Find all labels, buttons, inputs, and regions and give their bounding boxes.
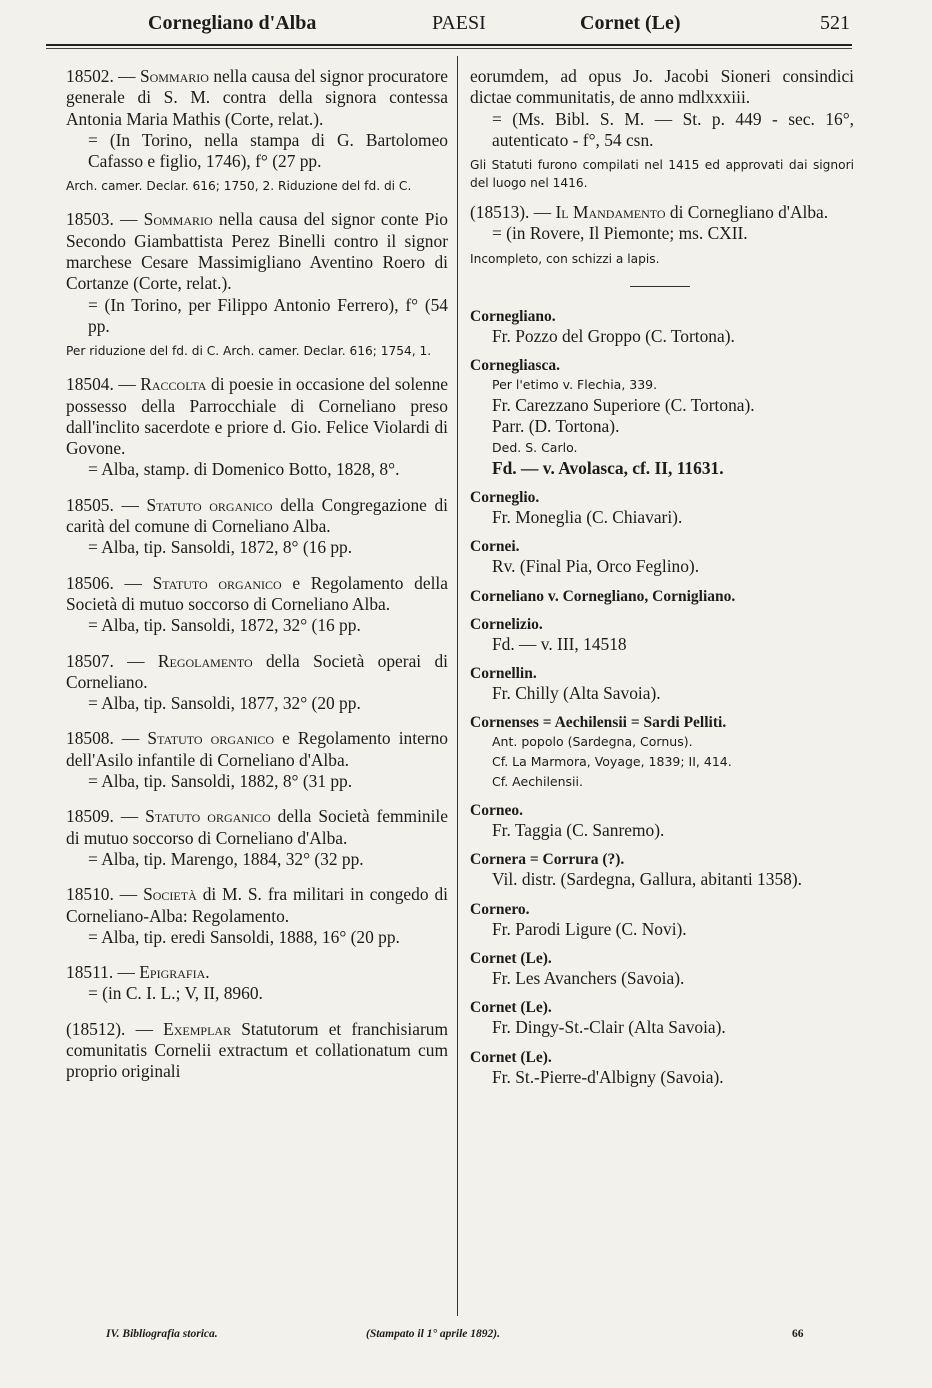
place-heading: Cornero.: [470, 900, 530, 918]
entry-imprint: = (In Torino, per Filippo Antonio Ferrero), f° (54 pp.: [88, 294, 448, 336]
place-note: Cf. La Marmora, Voyage, 1839; II, 414.: [492, 754, 732, 770]
place-line: Fr. Chilly (Alta Savoia).: [492, 682, 661, 703]
place-note: Per l'etimo v. Flechia, 339.: [492, 377, 658, 393]
entry-number: 18507.: [66, 650, 114, 671]
page-number: 521: [820, 12, 850, 34]
entry-imprint: = Alba, tip. Marengo, 1884, 32° (32 pp.: [88, 848, 364, 869]
entry-number: 18505.: [66, 494, 114, 515]
place-entry: [470, 900, 854, 940]
place-heading: Cornet (Le).: [470, 1048, 552, 1066]
header-section: PAESI: [432, 12, 486, 34]
place-line: Fd. — v. Avolasca, cf. II, 11631.: [492, 457, 724, 478]
entry-title: Regolamento: [157, 650, 253, 671]
entry-imprint: = Alba, tip. Sansoldi, 1877, 32° (20 pp.: [88, 693, 361, 714]
entry-imprint: = Alba, stamp. di Domenico Botto, 1828, 8°.: [88, 459, 400, 480]
place-line: Fr. Carezzano Superiore (C. Tortona).: [492, 395, 755, 416]
continuation-note: Gli Statuti furono compilati nel 1415 ed approvati dai signori del luogo nel 1416.: [470, 158, 854, 191]
entry-title: Società: [143, 884, 197, 905]
place-heading: Cornelizio.: [470, 615, 543, 633]
place-entry: [470, 587, 854, 606]
entry-title: Sommario: [139, 66, 209, 86]
place-heading: Cornellin.: [470, 664, 537, 682]
entry-18504: 18504. — Raccolta di poesie in occasione del solenne possesso della Parrocchiale di Corneliano preso dall'inclito sacerdote e priore d. Gio. Felice Violardi di Govone. = Alba, stamp. di Domenico Botto, 1828, 8°.: [66, 374, 448, 480]
place-heading: Corneo.: [470, 802, 523, 820]
place-note: Ded. S. Carlo.: [492, 439, 578, 455]
place-heading: Cornegliano.: [470, 307, 556, 325]
place-line: Fr. Dingy-St.-Clair (Alta Savoia).: [492, 1017, 726, 1038]
place-heading: Corneliano v. Cornegliano, Cornigliano.: [470, 587, 736, 605]
place-line: Rv. (Final Pia, Orco Feglino).: [492, 556, 700, 577]
place-entry: [470, 664, 854, 704]
entry-18511: 18511. — Epigrafia. = (in C. I. L.; V, II, 8960.: [66, 962, 448, 1005]
entry-text: e Regolamento della Società di mutuo soccorso di Corneliano Alba.: [66, 572, 448, 614]
entry-imprint: = Alba, tip. Sansoldi, 1882, 8° (31 pp.: [88, 771, 353, 792]
entry-18512-continuation: [470, 66, 854, 192]
right-column: [470, 66, 854, 1097]
place-line: Fr. Les Avanchers (Savoia).: [492, 968, 685, 989]
place-note: Cf. Aechilensii.: [492, 774, 583, 790]
page-footer: [106, 1328, 806, 1348]
entry-text: della Società operai di Corneliano.: [66, 650, 448, 692]
place-entry: [470, 1048, 854, 1088]
entry-18508: 18508. — Statuto organico e Regolamento interno dell'Asilo infantile di Corneliano d'Alba. = Alba, tip. Sansoldi, 1882, 8° (31 pp.: [66, 728, 448, 792]
entry-imprint: = (in C. I. L.; V, II, 8960.: [88, 983, 263, 1004]
entry-text: della Società femminile di mutuo soccorso di Corneliano d'Alba.: [66, 806, 448, 848]
entry-title: Statuto organico: [152, 572, 282, 593]
place-entry: [470, 801, 854, 841]
place-line: Parr. (D. Tortona).: [492, 416, 620, 437]
place-line: Fr. Pozzo del Groppo (C. Tortona).: [492, 325, 735, 346]
entry-number: 18511.: [66, 962, 114, 983]
entry-imprint: = (in Rovere, Il Piemonte; ms. CXII.: [492, 223, 748, 244]
entry-number: (18513).: [470, 202, 530, 223]
entry-title: Statuto organico: [145, 806, 271, 827]
place-heading: Cornegliasca.: [470, 357, 560, 375]
place-line: Fd. — v. III, 14518: [492, 633, 627, 654]
entry-number: 18506.: [66, 572, 114, 593]
place-line: Fr. Parodi Ligure (C. Novi).: [492, 918, 687, 939]
entry-18505: 18505. — Statuto organico della Congregazione di carità del comune di Corneliano Alba. = Alba, tip. Sansoldi, 1872, 8° (16 pp.: [66, 494, 449, 558]
entry-text: nella causa del signor conte Pio Secondo Giambattista Perez Binelli contro il signor marchese Cesare Massimigliano Aventino Roero di Cortanze (Corte, relat.).: [66, 209, 448, 294]
entry-text: nella causa del signor procuratore generale di S. M. contra della signora contessa Antonia Maria Mathis (Corte, relat.).: [66, 66, 449, 129]
entry-number: 18510.: [66, 884, 114, 905]
entry-18503: 18503. — Sommario nella causa del signor conte Pio Secondo Giambattista Perez Binelli contro il signor marchese Cesare Massimigliano Aventino Roero di Cortanze (Corte, relat.). = (In Torino, per Filippo Antonio Ferrero), f° (54 pp. Per riduzione del fd. di C. Arch. camer. Declar. 616; 1754, 1.: [66, 209, 448, 359]
entry-title: Statuto organico: [146, 494, 273, 515]
entry-title: Epigrafia.: [139, 962, 210, 983]
entry-imprint: = (In Torino, nella stampa di G. Bartolomeo Cafasso e figlio, 1746), f° (27 pp.: [88, 129, 448, 172]
place-entry: [470, 949, 854, 989]
place-line: Fr. Moneglia (C. Chiavari).: [492, 506, 683, 527]
place-line: Fr. St.-Pierre-d'Albigny (Savoia).: [492, 1066, 724, 1087]
entry-18513: (18513). — Il Mandamento di Cornegliano d'Alba. = (in Rovere, Il Piemonte; ms. CXII. Incompleto, con schizzi a lapis.: [470, 202, 854, 268]
section-separator: [630, 286, 690, 287]
header-left-title: Cornegliano d'Alba: [148, 12, 317, 34]
entry-title: Statuto organico: [147, 728, 274, 749]
footer-section: IV. Bibliografia storica.: [106, 1328, 218, 1340]
entry-18502: 18502. — Sommario nella causa del signor procuratore generale di S. M. contra della signora contessa Antonia Maria Mathis (Corte, relat.). = (In Torino, nella stampa di G. Bartolomeo Cafasso e figlio, 1746), f° (27 pp. Arch. camer. Declar. 616; 1750, 2. Riduzione del fd. di C.: [66, 66, 449, 194]
entry-imprint: = Alba, tip. Sansoldi, 1872, 8° (16 pp.: [88, 537, 353, 558]
entry-title: Il Mandamento: [555, 202, 666, 223]
continuation-imprint: = (Ms. Bibl. S. M. — St. p. 449 - sec. 16°, autenticato - f°, 54 csn.: [492, 108, 854, 150]
place-heading: Cornenses = Aechilensii = Sardi Pelliti.: [470, 714, 727, 732]
place-entry: [470, 537, 854, 577]
entry-18507: 18507. — Regolamento della Società operai di Corneliano. = Alba, tip. Sansoldi, 1877, 32° (20 pp.: [66, 650, 448, 714]
entry-text: della Congregazione di carità del comune di Corneliano Alba.: [66, 494, 449, 537]
entry-imprint: = Alba, tip. eredi Sansoldi, 1888, 16° (20 pp.: [88, 926, 400, 947]
entry-number: 18508.: [66, 728, 114, 749]
continuation-text: eorumdem, ad opus Jo. Jacobi Sioneri consindici dictae communitatis, de anno mdlxxxiii.: [470, 66, 854, 108]
place-line: Fr. Taggia (C. Sanremo).: [492, 820, 665, 841]
entry-text: di poesie in occasione del solenne possesso della Parrocchiale di Corneliano preso dall'inclito sacerdote e priore d. Gio. Felice Violardi di Govone.: [66, 374, 448, 459]
place-entry: [470, 356, 854, 479]
header-right-title: Cornet (Le): [580, 12, 681, 34]
place-heading: Cornera = Corrura (?).: [470, 851, 625, 869]
footer-print-date: (Stampato il 1° aprile 1892).: [366, 1328, 500, 1340]
entry-note: Incompleto, con schizzi a lapis.: [470, 251, 660, 266]
entry-text: Statutorum et franchisiarum comunitatis Cornelii extractum et collationatum cum proprio originali: [66, 1018, 448, 1082]
entry-number: 18503.: [66, 209, 114, 230]
entry-imprint: = Alba, tip. Sansoldi, 1872, 32° (16 pp.: [88, 615, 361, 636]
entry-text: e Regolamento interno dell'Asilo infantile di Corneliano d'Alba.: [66, 728, 448, 770]
entry-note: Arch. camer. Declar. 616; 1750, 2. Riduzione del fd. di C.: [66, 179, 412, 194]
place-line: Vil. distr. (Sardegna, Gallura, abitanti 1358).: [492, 869, 802, 890]
place-heading: Cornet (Le).: [470, 999, 552, 1017]
entry-number: 18502.: [66, 66, 114, 86]
entry-number: (18512).: [66, 1018, 126, 1039]
place-heading: Cornet (Le).: [470, 950, 552, 968]
column-divider: [457, 56, 458, 1316]
entry-title: Sommario: [143, 209, 213, 230]
place-entry: [470, 307, 854, 347]
place-entry: [470, 850, 854, 890]
entry-text: di M. S. fra militari in congedo di Corneliano-Alba: Regolamento.: [66, 884, 448, 926]
place-heading: Corneglio.: [470, 488, 540, 506]
entry-18510: 18510. — Società di M. S. fra militari in congedo di Corneliano-Alba: Regolamento. = Alba, tip. eredi Sansoldi, 1888, 16° (20 pp.: [66, 884, 448, 947]
entry-18506: 18506. — Statuto organico e Regolamento della Società di mutuo soccorso di Corneliano Alba. = Alba, tip. Sansoldi, 1872, 32° (16 pp.: [66, 572, 448, 636]
place-entry: [470, 488, 854, 528]
entry-title: Raccolta: [140, 374, 207, 395]
entry-text: di Cornegliano d'Alba.: [669, 202, 829, 223]
running-header: [50, 12, 850, 40]
place-note: Ant. popolo (Sardegna, Cornus).: [492, 734, 693, 750]
entry-number: 18509.: [66, 806, 114, 827]
footer-signature-number: 66: [792, 1328, 804, 1340]
place-entry: [470, 615, 854, 655]
entry-18509: 18509. — Statuto organico della Società femminile di mutuo soccorso di Corneliano d'Alba. = Alba, tip. Marengo, 1884, 32° (32 pp.: [66, 806, 448, 869]
entry-title: Exemplar: [163, 1018, 232, 1039]
place-entry: [470, 998, 854, 1038]
place-heading: Cornei.: [470, 538, 520, 556]
left-column: [66, 66, 448, 1097]
entry-note: Per riduzione del fd. di C. Arch. camer. Declar. 616; 1754, 1.: [66, 344, 432, 359]
entry-number: 18504.: [66, 374, 114, 395]
place-entry: [470, 713, 854, 792]
entry-18512: (18512). — Exemplar Statutorum et franchisiarum comunitatis Cornelii extractum et collationatum cum proprio originali: [66, 1018, 448, 1082]
header-rule: [46, 44, 852, 46]
header-rule-thin: [46, 48, 852, 49]
